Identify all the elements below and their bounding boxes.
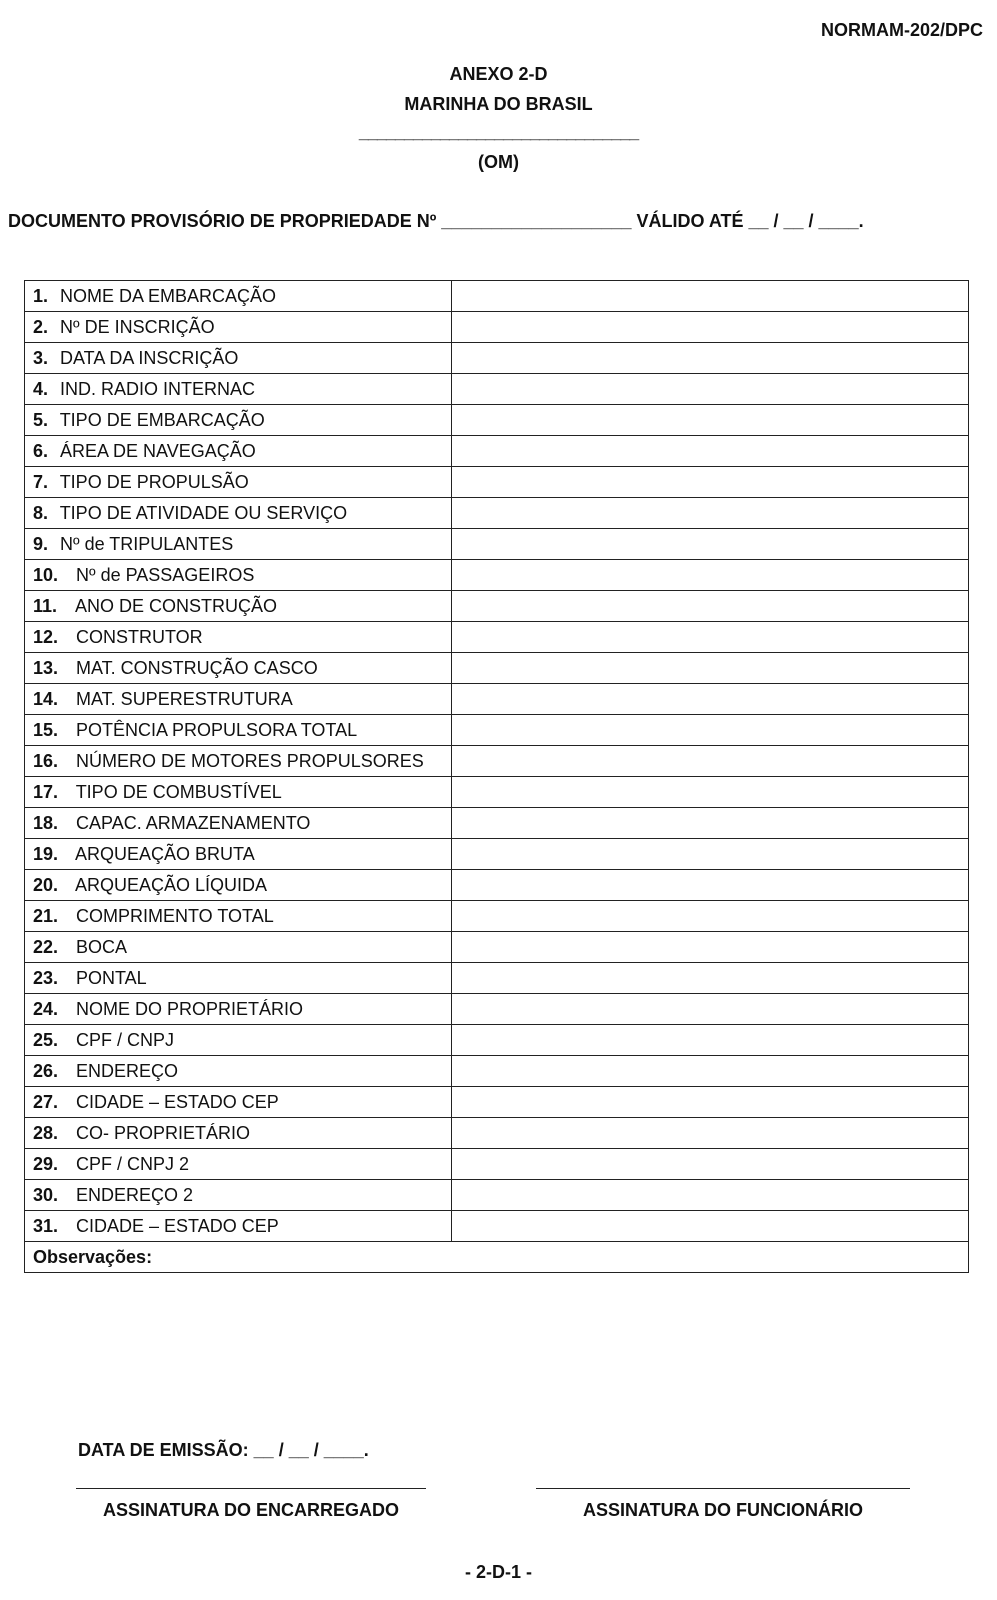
table-row [25,1118,969,1149]
field-number: 29. [33,1153,59,1174]
table-row [25,653,969,684]
field-value-cell[interactable] [452,653,969,684]
field-value-cell[interactable] [452,1118,969,1149]
table-row [25,281,969,312]
field-label: TIPO DE ATIVIDADE OU SERVIÇO [59,502,348,523]
table-row [25,560,969,591]
field-value-cell[interactable] [452,312,969,343]
field-number: 22. [33,936,59,957]
organization-heading: MARINHA DO BRASIL [404,94,593,114]
field-label: BOCA [76,936,128,957]
field-label-cell [25,684,452,715]
field-number: 31. [33,1215,59,1236]
field-label: Nº de PASSAGEIROS [76,564,255,585]
field-label-cell [25,622,452,653]
field-label: MAT. CONSTRUÇÃO CASCO [76,657,318,678]
field-label-cell [25,436,452,467]
field-value-cell[interactable] [452,343,969,374]
table-row [25,963,969,994]
field-label-cell [25,529,452,560]
field-value-cell[interactable] [452,932,969,963]
field-value-cell[interactable] [452,529,969,560]
field-number: 11. [33,595,58,616]
field-number: 8. [33,502,49,523]
field-value-cell[interactable] [452,1180,969,1211]
field-label: IND. RADIO INTERNAC [60,378,256,399]
field-label: CO- PROPRIETÁRIO [76,1122,251,1143]
field-label-cell [25,560,452,591]
field-label: DATA DA INSCRIÇÃO [60,347,239,368]
field-number: 2. [33,316,49,337]
table-row [25,343,969,374]
field-number: 28. [33,1122,59,1143]
field-label: TIPO DE PROPULSÃO [59,471,249,492]
field-label-cell [25,1118,452,1149]
field-label: NOME DO PROPRIETÁRIO [76,998,304,1019]
table-row [25,591,969,622]
field-label-cell [25,777,452,808]
field-value-cell[interactable] [452,467,969,498]
table-row [25,467,969,498]
table-row [25,498,969,529]
table-row [25,715,969,746]
field-value-cell[interactable] [452,560,969,591]
document-code: NORMAM-202/DPC [820,20,983,40]
observations-row [25,1242,969,1273]
field-label: CIDADE – ESTADO CEP [76,1091,279,1112]
field-label: TIPO DE EMBARCAÇÃO [59,409,265,430]
field-label-cell [25,901,452,932]
table-row [25,1025,969,1056]
field-value-cell[interactable] [452,405,969,436]
field-number: 1. [33,285,49,306]
table-row [25,529,969,560]
field-label-cell [25,343,452,374]
field-number: 24. [33,998,59,1019]
field-label: ARQUEAÇÃO LÍQUIDA [75,874,268,895]
table-row [25,839,969,870]
field-label-cell [25,498,452,529]
field-label: NÚMERO DE MOTORES PROPULSORES [76,750,424,771]
document-title: DOCUMENTO PROVISÓRIO DE PROPRIEDADE Nº ___________________ VÁLIDO ATÉ __ / __ / ____. [8,211,864,231]
field-label: TIPO DE COMBUSTÍVEL [75,781,282,802]
field-label-cell [25,653,452,684]
field-label: NOME DA EMBARCAÇÃO [60,285,277,306]
field-number: 23. [33,967,59,988]
field-value-cell[interactable] [452,808,969,839]
field-number: 5. [33,409,49,430]
field-label-cell [25,746,452,777]
table-row [25,622,969,653]
field-label-cell [25,1149,452,1180]
field-label-cell [25,405,452,436]
field-label: ÁREA DE NAVEGAÇÃO [60,440,256,461]
field-label-cell [25,963,452,994]
field-label: CPF / CNPJ 2 [76,1153,190,1174]
field-number: 17. [33,781,59,802]
registration-table-body [25,281,969,1242]
field-label-cell [25,281,452,312]
field-number: 3. [33,347,49,368]
field-number: 13. [33,657,59,678]
field-label: Nº de TRIPULANTES [60,533,234,554]
emission-date: DATA DE EMISSÃO: __ / __ / ____. [78,1440,369,1460]
table-row [25,312,969,343]
field-value-cell[interactable] [452,1087,969,1118]
observations-label: Observações: [33,1246,153,1267]
field-label-cell [25,467,452,498]
signature-label-funcionario: ASSINATURA DO FUNCIONÁRIO [583,1500,863,1520]
field-label-cell [25,591,452,622]
field-value-cell[interactable] [452,901,969,932]
field-value-cell[interactable] [452,498,969,529]
field-label: POTÊNCIA PROPULSORA TOTAL [76,719,358,740]
registration-table [24,280,969,1273]
field-label-cell [25,1180,452,1211]
table-row [25,746,969,777]
table-row [25,1180,969,1211]
field-value-cell[interactable] [452,746,969,777]
om-label: (OM) [478,152,519,172]
field-label-cell [25,374,452,405]
table-row [25,684,969,715]
field-number: 14. [33,688,59,709]
field-value-cell[interactable] [452,622,969,653]
om-underline: _______________________________ [358,122,639,142]
field-number: 6. [33,440,49,461]
field-label-cell [25,312,452,343]
field-value-cell[interactable] [452,1149,969,1180]
field-label: CIDADE – ESTADO CEP [76,1215,279,1236]
field-label: ENDEREÇO [76,1060,179,1081]
field-label-cell [25,715,452,746]
table-row [25,1056,969,1087]
field-number: 10. [33,564,59,585]
signature-label-encarregado: ASSINATURA DO ENCARREGADO [102,1500,399,1520]
page-number: - 2-D-1 - [465,1562,532,1582]
field-label: ANO DE CONSTRUÇÃO [75,595,278,616]
field-label: ARQUEAÇÃO BRUTA [75,843,255,864]
field-value-cell[interactable] [452,591,969,622]
field-number: 16. [33,750,59,771]
field-number: 19. [33,843,59,864]
field-number: 21. [33,905,59,926]
field-value-cell[interactable] [452,1211,969,1242]
table-row [25,1087,969,1118]
field-label-cell [25,1056,452,1087]
field-value-cell[interactable] [452,436,969,467]
field-number: 7. [33,471,49,492]
field-number: 4. [33,378,49,399]
field-number: 18. [33,812,59,833]
field-value-cell[interactable] [452,870,969,901]
field-label: MAT. SUPERESTRUTURA [76,688,293,709]
field-label-cell [25,808,452,839]
field-number: 15. [33,719,59,740]
field-value-cell[interactable] [452,715,969,746]
table-row [25,374,969,405]
signature-line-funcionario [536,1488,910,1489]
field-value-cell[interactable] [452,281,969,312]
field-value-cell[interactable] [452,1025,969,1056]
field-label: COMPRIMENTO TOTAL [76,905,274,926]
field-label: Nº DE INSCRIÇÃO [60,316,215,337]
field-value-cell[interactable] [452,777,969,808]
field-label-cell [25,870,452,901]
field-number: 25. [33,1029,59,1050]
table-row [25,405,969,436]
field-value-cell[interactable] [452,963,969,994]
field-label: ENDEREÇO 2 [76,1184,194,1205]
field-label-cell [25,1025,452,1056]
field-number: 12. [33,626,59,647]
field-value-cell[interactable] [452,994,969,1025]
table-row [25,994,969,1025]
table-row [25,436,969,467]
table-row [25,777,969,808]
field-label-cell [25,994,452,1025]
field-number: 26. [33,1060,59,1081]
observations-field[interactable] [25,1242,969,1273]
field-value-cell[interactable] [452,1056,969,1087]
signature-line-encarregado [76,1488,426,1489]
field-label-cell [25,1087,452,1118]
field-label: CAPAC. ARMAZENAMENTO [76,812,311,833]
field-value-cell[interactable] [452,374,969,405]
field-label: PONTAL [76,967,147,988]
table-row [25,870,969,901]
field-number: 20. [33,874,59,895]
table-row [25,1211,969,1242]
table-row [25,901,969,932]
field-label-cell [25,932,452,963]
field-number: 9. [33,533,49,554]
annex-heading: ANEXO 2-D [449,64,548,84]
field-label: CONSTRUTOR [76,626,203,647]
field-label-cell [25,839,452,870]
field-label: CPF / CNPJ [76,1029,175,1050]
field-number: 27. [33,1091,59,1112]
table-row [25,1149,969,1180]
field-value-cell[interactable] [452,839,969,870]
field-number: 30. [33,1184,59,1205]
field-value-cell[interactable] [452,684,969,715]
table-row [25,808,969,839]
field-label-cell [25,1211,452,1242]
table-row [25,932,969,963]
